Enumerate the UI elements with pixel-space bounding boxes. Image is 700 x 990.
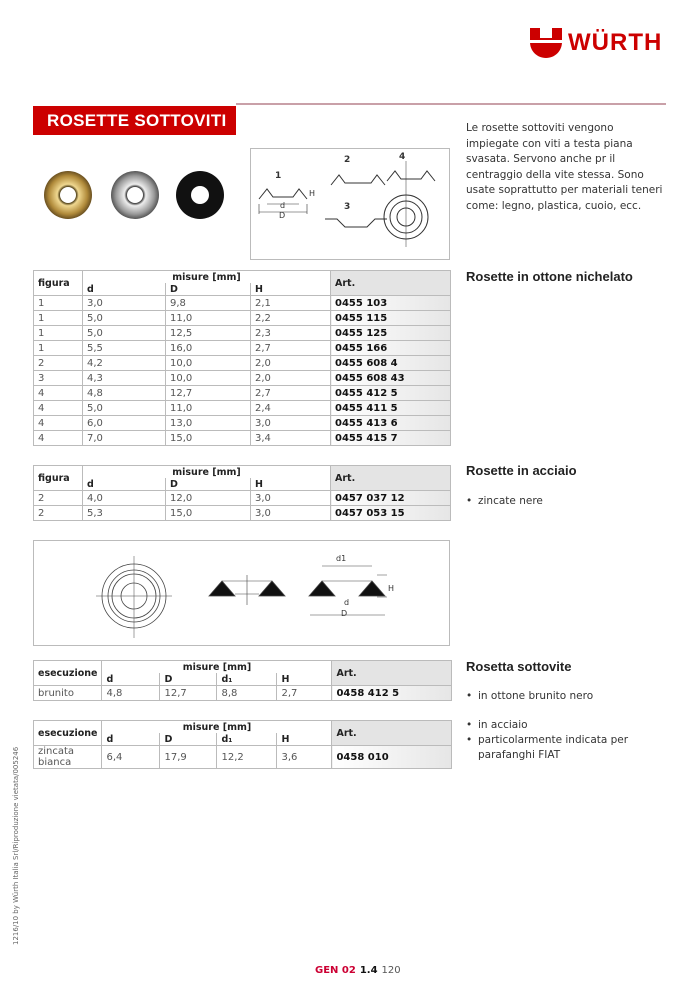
page-title: ROSETTE SOTTOVITI bbox=[33, 106, 236, 135]
dim-H: H bbox=[309, 189, 316, 198]
table-cell: 8,8 bbox=[217, 686, 277, 701]
first-column-header: esecuzione bbox=[34, 721, 102, 746]
column-header: D bbox=[166, 478, 251, 491]
table-row bbox=[34, 686, 452, 701]
table-cell: 1 bbox=[34, 341, 83, 356]
product-table bbox=[33, 660, 452, 701]
table-cell: 5,5 bbox=[83, 341, 166, 356]
description: Le rosette sottoviti vengono impiegate con viti a testa piana svasata. Servono anche pr il centraggio della vite stessa. Sono usate soprattutto per materiali teneri come: legno, plastica, cuoio, ecc. bbox=[466, 122, 663, 212]
dim-D: D bbox=[341, 609, 348, 618]
footer-subsection: 1.4 bbox=[359, 965, 378, 976]
bullet-item: • particolarmente indicata per parafanghi FIAT bbox=[466, 734, 629, 761]
article-number: 0455 125 bbox=[331, 326, 451, 341]
column-header: D bbox=[160, 733, 217, 746]
table-row bbox=[34, 506, 451, 521]
dim-D: D bbox=[279, 211, 286, 220]
table-cell: 3,6 bbox=[277, 746, 332, 769]
table-cell: 2 bbox=[34, 506, 83, 521]
table-row bbox=[34, 431, 451, 446]
table-cell: zincata bianca bbox=[34, 746, 102, 769]
table-cell: 4,3 bbox=[83, 371, 166, 386]
table-cell: 15,0 bbox=[166, 431, 251, 446]
table-cell: 12,2 bbox=[217, 746, 277, 769]
column-header: d bbox=[83, 283, 166, 296]
washer-photos bbox=[38, 165, 238, 225]
measures-group-header: misure [mm] bbox=[102, 661, 332, 674]
table-cell: 15,0 bbox=[166, 506, 251, 521]
page-footer bbox=[315, 965, 401, 976]
article-number: 0458 010 bbox=[332, 746, 452, 769]
column-header: D bbox=[166, 283, 251, 296]
table-cell: 4,2 bbox=[83, 356, 166, 371]
header-row bbox=[34, 271, 451, 284]
measures-group-header: misure [mm] bbox=[83, 466, 331, 479]
wurth-logo-icon bbox=[530, 28, 562, 58]
measures-group-header: misure [mm] bbox=[102, 721, 332, 734]
table-cell: 3 bbox=[34, 371, 83, 386]
type-3-profile bbox=[325, 219, 387, 227]
washer-types-diagram bbox=[250, 148, 450, 260]
table-cell: 3,0 bbox=[251, 491, 331, 506]
article-number: 0455 608 43 bbox=[331, 371, 451, 386]
table-cell: 2,7 bbox=[251, 386, 331, 401]
product-table bbox=[33, 720, 452, 769]
bullet-item: • zincate nere bbox=[466, 495, 543, 507]
table-cell: 12,5 bbox=[166, 326, 251, 341]
table-cell: 11,0 bbox=[166, 311, 251, 326]
column-header: d bbox=[102, 673, 160, 686]
section-title: Rosette in acciaio bbox=[466, 463, 577, 478]
article-header: Art. bbox=[332, 661, 452, 686]
product-table bbox=[33, 270, 451, 446]
bullet-item: • in acciaio bbox=[466, 719, 528, 731]
column-header: d bbox=[102, 733, 160, 746]
product-table bbox=[33, 465, 451, 521]
table-cell: 2 bbox=[34, 491, 83, 506]
table-cell: 5,0 bbox=[83, 401, 166, 416]
brand-name: WÜRTH bbox=[568, 29, 663, 56]
table-cell: 4,8 bbox=[83, 386, 166, 401]
figure-label-2: 2 bbox=[344, 155, 351, 165]
table-row bbox=[34, 326, 451, 341]
dim-H: H bbox=[388, 584, 395, 593]
table-cell: 4,8 bbox=[102, 686, 160, 701]
measures-group-header: misure [mm] bbox=[83, 271, 331, 284]
footer-section: GEN 02 bbox=[315, 965, 356, 976]
table-cell: 9,8 bbox=[166, 296, 251, 311]
dim-d: d bbox=[344, 598, 350, 607]
header-rule bbox=[236, 103, 666, 105]
table-cell: brunito bbox=[34, 686, 102, 701]
table-cell: 4 bbox=[34, 431, 83, 446]
table-cell: 3,0 bbox=[251, 506, 331, 521]
table-row bbox=[34, 746, 452, 769]
page-number: 120 bbox=[381, 965, 401, 976]
table-cell: 2,0 bbox=[251, 371, 331, 386]
figure-label-1: 1 bbox=[275, 171, 282, 181]
header-row bbox=[34, 721, 452, 734]
table-row bbox=[34, 386, 451, 401]
column-header: H bbox=[277, 673, 332, 686]
article-number: 0455 103 bbox=[331, 296, 451, 311]
table-cell: 2,3 bbox=[251, 326, 331, 341]
table-cell: 4 bbox=[34, 416, 83, 431]
table-row bbox=[34, 311, 451, 326]
header-row bbox=[34, 661, 452, 674]
header-row bbox=[34, 466, 451, 479]
table-cell: 12,0 bbox=[166, 491, 251, 506]
table-cell: 1 bbox=[34, 296, 83, 311]
table-cell: 3,0 bbox=[83, 296, 166, 311]
table-cell: 6,0 bbox=[83, 416, 166, 431]
table-cell: 1 bbox=[34, 326, 83, 341]
table-cell: 12,7 bbox=[160, 686, 217, 701]
table-cell: 5,0 bbox=[83, 311, 166, 326]
table-cell: 10,0 bbox=[166, 371, 251, 386]
article-number: 0455 115 bbox=[331, 311, 451, 326]
article-number: 0455 412 5 bbox=[331, 386, 451, 401]
type-1-profile bbox=[259, 189, 307, 199]
table-cell: 4 bbox=[34, 401, 83, 416]
table-cell: 1 bbox=[34, 311, 83, 326]
type-2-profile bbox=[331, 175, 385, 185]
table-cell: 2,2 bbox=[251, 311, 331, 326]
table-cell: 2,7 bbox=[277, 686, 332, 701]
article-number: 0455 608 4 bbox=[331, 356, 451, 371]
table-cell: 7,0 bbox=[83, 431, 166, 446]
wurth-logo bbox=[530, 28, 662, 58]
article-number: 0458 412 5 bbox=[332, 686, 452, 701]
column-header: d₁ bbox=[217, 673, 277, 686]
first-column-header: figura bbox=[34, 271, 83, 296]
table-row bbox=[34, 491, 451, 506]
article-header: Art. bbox=[332, 721, 452, 746]
table-cell: 6,4 bbox=[102, 746, 160, 769]
section-title: Rosetta sottovite bbox=[466, 659, 572, 674]
copyright-note: 1216/10 by Würth Italia Srl/Riproduzione vietata/005246 bbox=[12, 746, 20, 945]
table-row bbox=[34, 416, 451, 431]
first-column-header: figura bbox=[34, 466, 83, 491]
table-row bbox=[34, 371, 451, 386]
dim-d1: d1 bbox=[336, 554, 347, 563]
table-cell: 5,0 bbox=[83, 326, 166, 341]
article-header: Art. bbox=[331, 271, 451, 296]
table-cell: 11,0 bbox=[166, 401, 251, 416]
table-cell: 10,0 bbox=[166, 356, 251, 371]
article-number: 0457 037 12 bbox=[331, 491, 451, 506]
table-cell: 5,3 bbox=[83, 506, 166, 521]
table-cell: 2,4 bbox=[251, 401, 331, 416]
table-cell: 4 bbox=[34, 386, 83, 401]
first-column-header: esecuzione bbox=[34, 661, 102, 686]
type-4-profile bbox=[387, 171, 435, 181]
article-number: 0455 415 7 bbox=[331, 431, 451, 446]
column-header: H bbox=[251, 283, 331, 296]
column-header: H bbox=[251, 478, 331, 491]
column-header: d₁ bbox=[217, 733, 277, 746]
table-cell: 3,4 bbox=[251, 431, 331, 446]
bullet-item: • in ottone brunito nero bbox=[466, 690, 594, 702]
figure-label-4: 4 bbox=[399, 152, 406, 162]
column-header: H bbox=[277, 733, 332, 746]
figure-label-3: 3 bbox=[344, 202, 351, 212]
table-row bbox=[34, 341, 451, 356]
table-cell: 2 bbox=[34, 356, 83, 371]
column-header: d bbox=[83, 478, 166, 491]
table-cell: 3,0 bbox=[251, 416, 331, 431]
table-cell: 13,0 bbox=[166, 416, 251, 431]
column-header: D bbox=[160, 673, 217, 686]
table-cell: 2,0 bbox=[251, 356, 331, 371]
table-cell: 17,9 bbox=[160, 746, 217, 769]
table-row bbox=[34, 356, 451, 371]
table-row bbox=[34, 296, 451, 311]
table-cell: 4,0 bbox=[83, 491, 166, 506]
article-number: 0455 411 5 bbox=[331, 401, 451, 416]
article-header: Art. bbox=[331, 466, 451, 491]
article-number: 0455 413 6 bbox=[331, 416, 451, 431]
table-row bbox=[34, 401, 451, 416]
table-cell: 2,7 bbox=[251, 341, 331, 356]
rosetta-sottovite-diagram bbox=[33, 540, 450, 646]
article-number: 0457 053 15 bbox=[331, 506, 451, 521]
table-cell: 12,7 bbox=[166, 386, 251, 401]
dim-d: d bbox=[280, 201, 286, 210]
article-number: 0455 166 bbox=[331, 341, 451, 356]
section-title: Rosette in ottone nichelato bbox=[466, 269, 633, 284]
table-cell: 16,0 bbox=[166, 341, 251, 356]
table-cell: 2,1 bbox=[251, 296, 331, 311]
